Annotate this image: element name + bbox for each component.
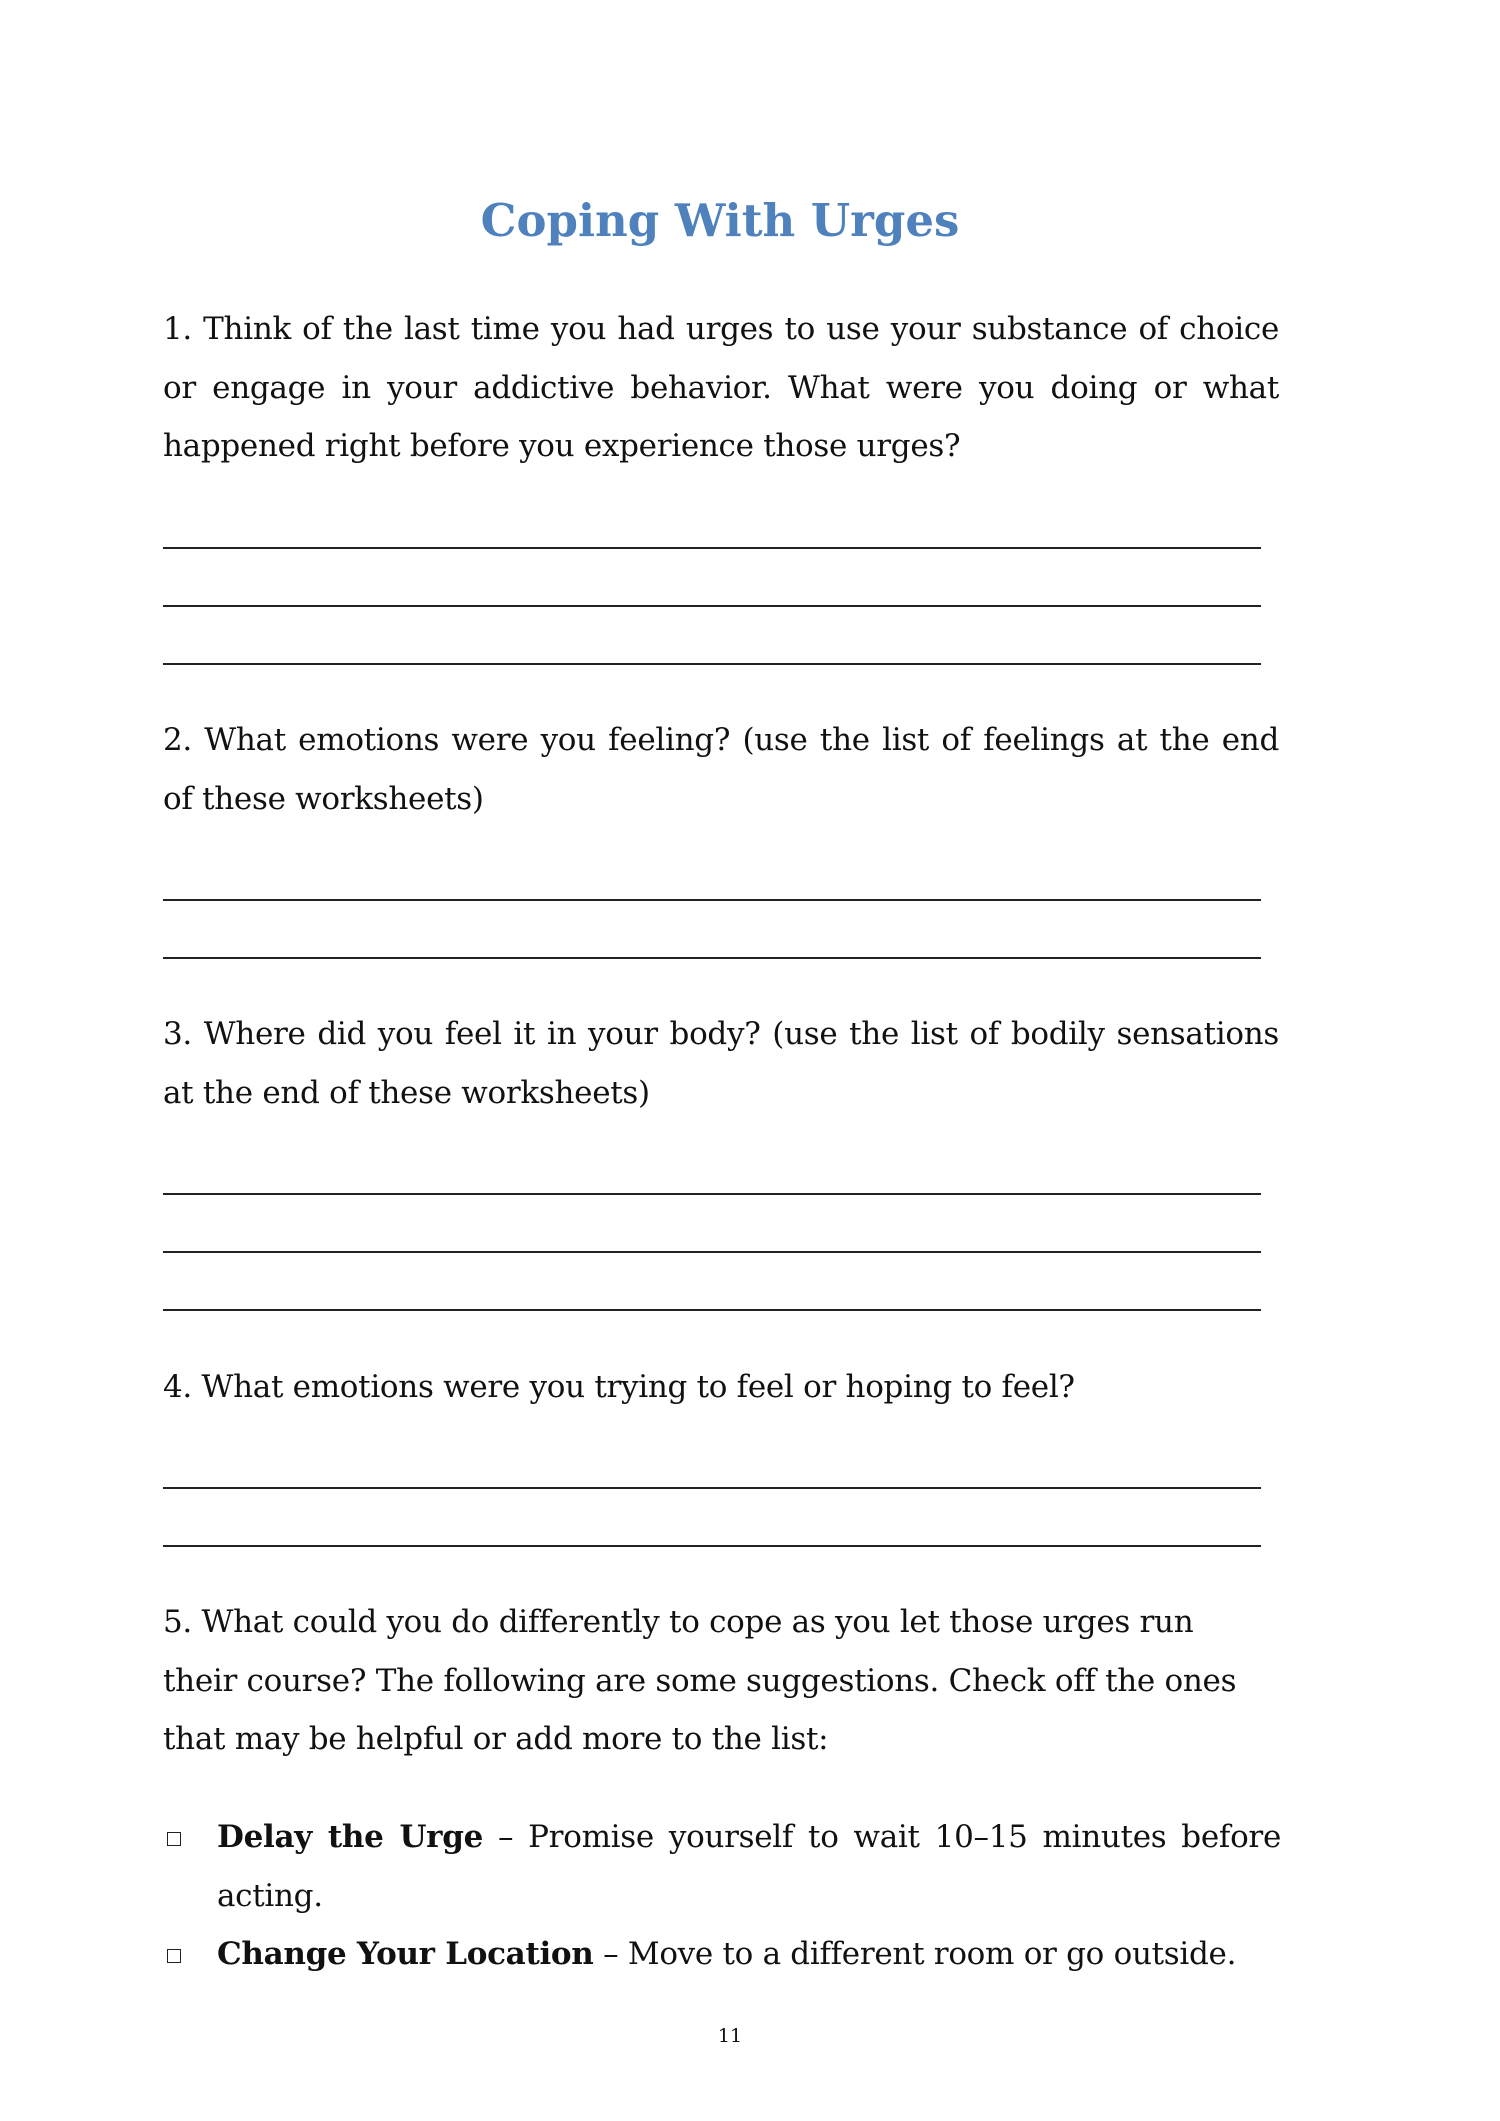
page-title: Coping With Urges <box>480 194 960 247</box>
checkbox-icon[interactable] <box>167 1949 181 1963</box>
answer-line-3b[interactable] <box>163 1251 1261 1253</box>
question-1: 1. Think of the last time you had urges to use your substance of choice or engage in your addictive behavior. What were you doing or what happened right before you experience those urges? <box>163 311 1279 464</box>
question-5: 5. What could you do differently to cope as you let those urges run their course? The following are some suggestions. Check off the ones that may be helpful or add more to the list: <box>163 1604 1237 1757</box>
question-4: 4. What emotions were you trying to feel or hoping to feel? <box>163 1369 1075 1405</box>
checklist-item-separator: – <box>483 1819 529 1855</box>
checklist-item-description: Promise yourself to wait 10–15 minutes before acting. <box>217 1819 1281 1914</box>
answer-line-3c[interactable] <box>163 1309 1261 1311</box>
answer-line-4b[interactable] <box>163 1545 1261 1547</box>
checklist-item-description: Move to a different room or go outside. <box>627 1936 1237 1972</box>
checklist-item-delay-urge <box>163 1808 1281 1925</box>
answer-line-1c[interactable] <box>163 663 1261 665</box>
answer-line-2b[interactable] <box>163 957 1261 959</box>
page-number: 11 <box>717 2025 743 2047</box>
question-3: 3. Where did you feel it in your body? (use the list of bodily sensations at the end of these worksheets) <box>163 1016 1279 1111</box>
answer-line-4a[interactable] <box>163 1487 1261 1489</box>
coping-checklist <box>163 1808 1281 1984</box>
checkbox-icon[interactable] <box>167 1832 181 1846</box>
answer-line-3a[interactable] <box>163 1193 1261 1195</box>
answer-line-1a[interactable] <box>163 547 1261 549</box>
checklist-item-separator: – <box>593 1936 628 1972</box>
checklist-item-title: Change Your Location <box>217 1936 594 1972</box>
question-2: 2. What emotions were you feeling? (use the list of feelings at the end of these worksheets) <box>163 722 1279 817</box>
checklist-item-change-location <box>163 1925 1281 1984</box>
answer-line-1b[interactable] <box>163 605 1261 607</box>
checklist-item-title: Delay the Urge <box>217 1819 484 1855</box>
answer-line-2a[interactable] <box>163 899 1261 901</box>
